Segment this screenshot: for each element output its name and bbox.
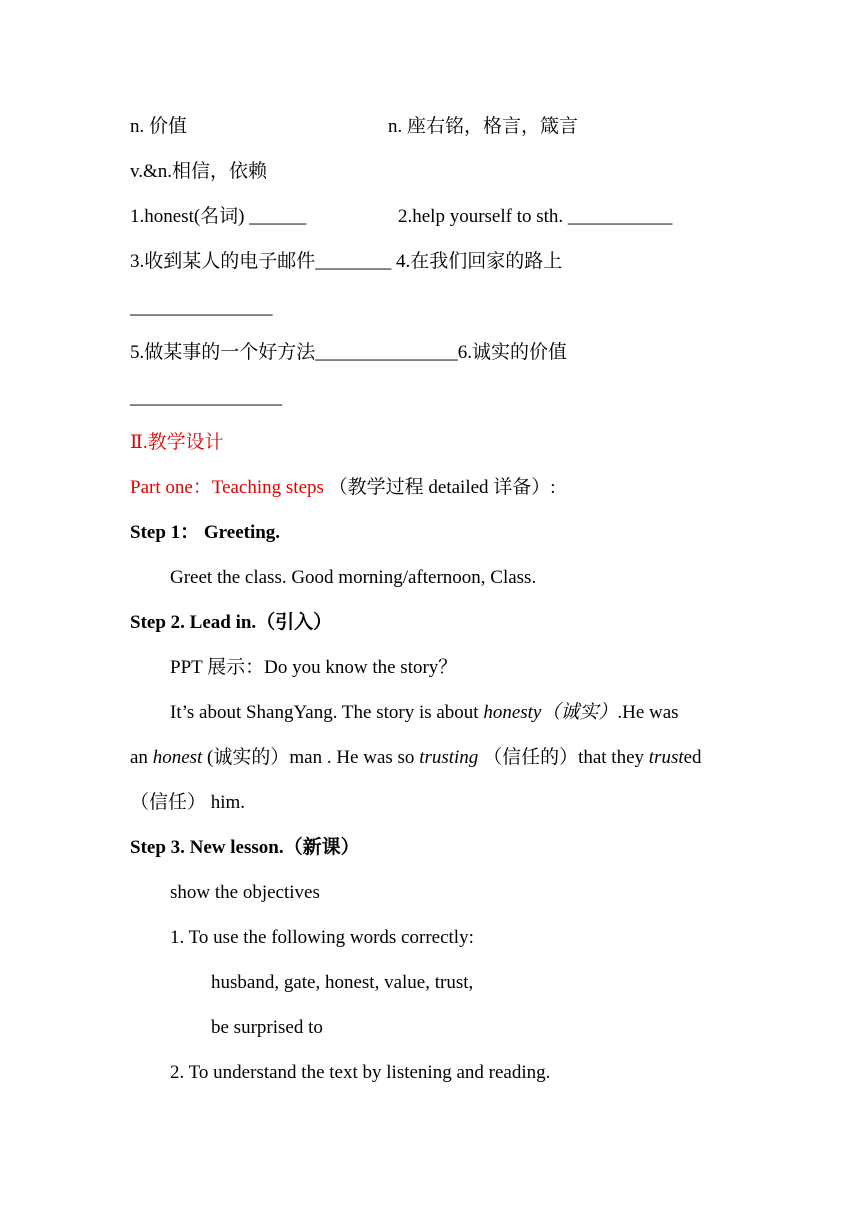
part-one-note: （教学过程 detailed 详备）: [328,477,556,498]
step-3-objectives: show the objectives [170,882,320,903]
step-2-para-line-3: （信任） him. [130,792,246,813]
objective-1-words-2: be surprised to [211,1017,323,1038]
part-one-line [130,476,556,500]
exercise-1: 1.honest(名词) ______ [130,206,307,227]
exercise-4-blank: _______________ [130,297,273,318]
vocab-row-1 [130,115,187,139]
vocab-trust: v.&n.相信，依赖 [130,161,268,182]
para-text: It’s about ShangYang. The story is about [170,702,484,723]
step-3-title: Step 3. New lesson.（新课） [130,837,360,858]
exercise-6-blank: ________________ [130,387,282,408]
part-one-title: Part one：Teaching steps [130,477,324,498]
word-honest: honest [152,747,203,768]
para-text: an [130,747,153,768]
step-2-title: Step 2. Lead in.（引入） [130,612,333,633]
objective-1-words: husband, gate, honest, value, trust, [211,972,474,993]
exercise-2: 2.help yourself to sth. ___________ [398,206,673,227]
para-text: .He was [617,702,679,723]
section-heading: Ⅱ.教学设计 [130,432,224,453]
vocab-motto: n. 座右铭，格言，箴言 [388,116,579,137]
para-text: ed [683,747,702,768]
para-text: （信任的）that they [478,747,649,768]
step-2-ppt: PPT 展示：Do you know the story？ [170,657,458,678]
vocab-value: n. 价值 [130,116,188,137]
exercise-5-6: 5.做某事的一个好方法_______________6.诚实的价值 [130,342,568,363]
word-trusting: trusting [419,747,479,768]
objective-2: 2. To understand the text by listening and reading. [170,1062,551,1083]
word-trust: trust [648,747,684,768]
objective-1: 1. To use the following words correctly: [170,927,474,948]
step-1-body: Greet the class. Good morning/afternoon, Class. [170,567,537,588]
word-honesty: honesty（诚实） [483,702,618,723]
exercise-3-4: 3.收到某人的电子邮件________ 4.在我们回家的路上 [130,251,563,272]
step-1-title: Step 1： Greeting. [130,522,281,543]
step-2-para-line-1 [170,701,679,725]
step-2-para-line-2 [130,746,702,770]
para-text: (诚实的）man . He was so [202,747,420,768]
